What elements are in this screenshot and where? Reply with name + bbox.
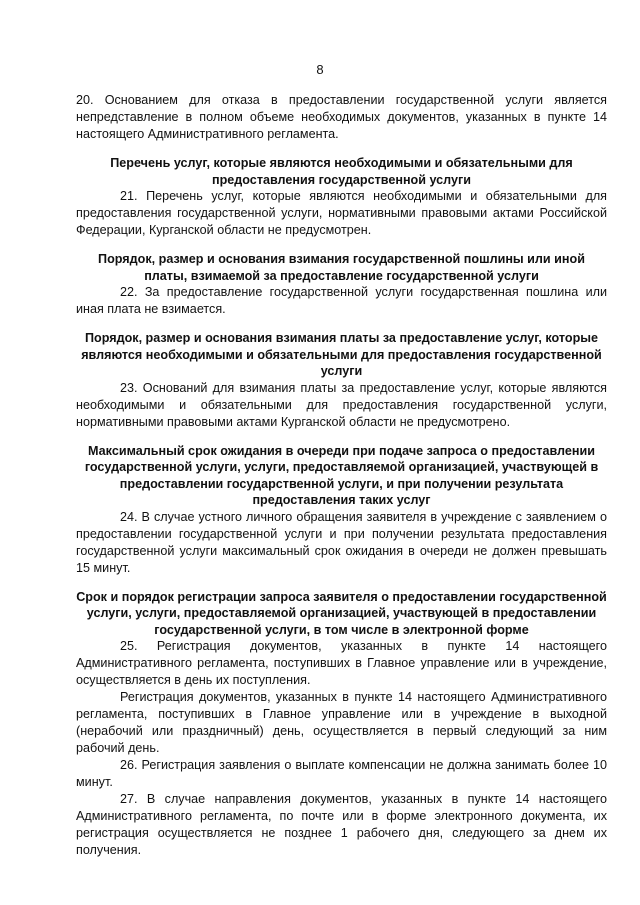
paragraph-27: 27. В случае направления документов, указанных в пункте 14 настоящего Административного регламента, по почте или в форме электронного документа, их регистрация осуществляется не позднее 1 рабочего дня, следующего за днем их получения.	[76, 792, 607, 857]
page-number: 8	[316, 62, 324, 77]
paragraph-23: 23. Оснований для взимания платы за предоставление услуг, которые являются необходимыми и обязательными для предоставления государственной услуги, нормативными правовыми актами Курганской области не предусмотрено.	[76, 380, 607, 429]
paragraph-25: 25. Регистрация документов, указанных в пункте 14 настоящего Административного регламента, поступивших в Главное управление или в учреждение, осуществляется в день их поступления.	[76, 639, 607, 687]
heading-registration: Срок и порядок регистрации запроса заявителя о предоставлении государственной услуги, услуги, предоставляемой организацией, участвующей в предоставлении государственной услуги, в том числе в электронной форме	[76, 589, 607, 637]
paragraph-21: 21. Перечень услуг, которые являются необходимыми и обязательными для предоставления государственной услуги, нормативными правовыми актами Российской Федерации, Курганской области не предусмотрен.	[76, 189, 607, 237]
paragraph-20: 20. Основанием для отказа в предоставлении государственной услуги является непредставление в полном объеме необходимых документов, указанных в пункте 14 настоящего Административного регламента.	[76, 93, 607, 141]
paragraph-24: 24. В случае устного личного обращения заявителя в учреждение с заявлением о предоставлении государственной услуги и при получении результата предоставления государственной услуги максимальный срок ожидания в очереди не должен превышать 15 минут.	[76, 509, 607, 575]
document-body	[76, 92, 607, 859]
heading-waiting-time: Максимальный срок ожидания в очереди при подаче запроса о предоставлении государственной услуги, услуги, предоставляемой организацией, участвующей в предоставлении государственной услуги, и при получении результата предоставления таких услуг	[84, 443, 599, 507]
heading-service-fee: Порядок, размер и основания взимания платы за предоставление услуг, которые являются необходимыми и обязательными для предоставления государственной услуги	[81, 331, 602, 378]
paragraph-26: 26. Регистрация заявления о выплате компенсации не должна занимать более 10 минут.	[76, 758, 607, 789]
heading-required-services: Перечень услуг, которые являются необходимыми и обязательными для предоставления государственной услуги	[110, 156, 573, 187]
paragraph-22: 22. За предоставление государственной услуги государственная пошлина или иная плата не взимается.	[76, 285, 607, 316]
paragraph-25-continued: Регистрация документов, указанных в пункте 14 настоящего Административного регламента, поступивших в Главное управление или в учреждение в выходной (нерабочий или праздничный) день, осуществляется в первый следующий за ним рабочий день.	[76, 690, 607, 755]
heading-state-fee: Порядок, размер и основания взимания государственной пошлины или иной платы, взимаемой за предоставление государственной услуги	[98, 252, 585, 283]
